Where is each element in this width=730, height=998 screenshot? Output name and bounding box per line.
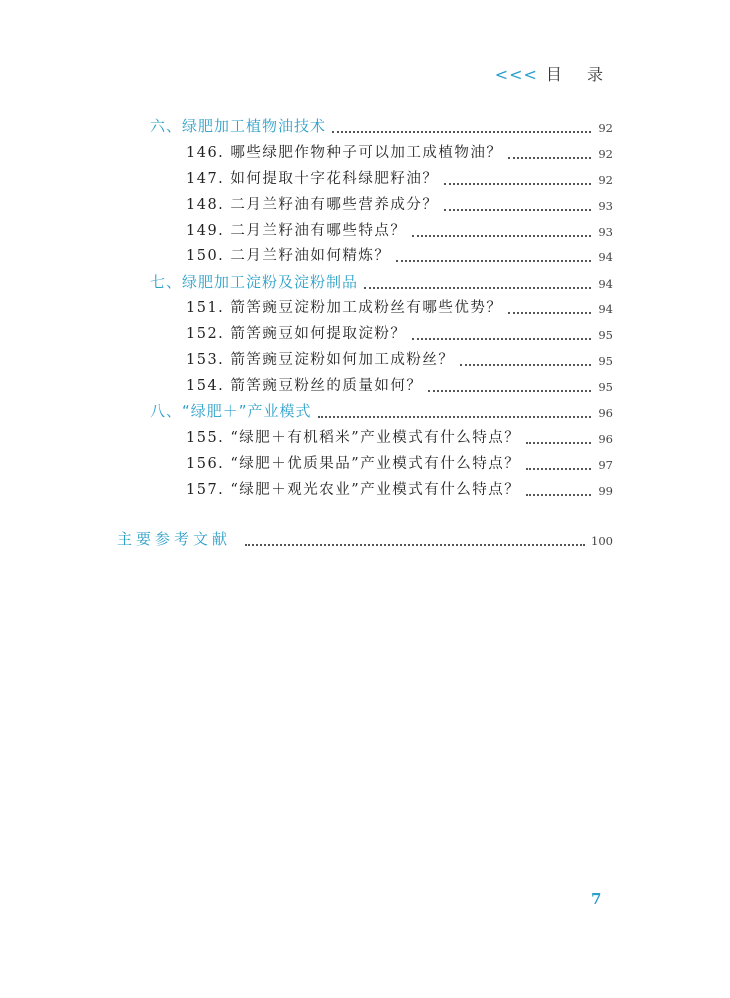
leader-dots [508,302,591,314]
item-title: 152. 箭筈豌豆如何提取淀粉？ [186,326,407,342]
toc-item-146[interactable] [186,140,613,162]
references-title: 主要参考文献 [117,530,232,548]
leader-dots [508,147,591,159]
leader-dots [412,328,591,340]
leader-dots [412,225,591,237]
page-number: 94 [598,302,613,316]
toc-item-153[interactable] [186,347,613,369]
section-title: 七、绿肥加工淀粉及淀粉制品 [150,273,359,291]
leader-dots [526,432,591,444]
item-title: 156. “绿肥＋优质果品”产业模式有什么特点？ [186,456,521,472]
page-number: 96 [598,432,613,446]
page-number: 94 [598,250,613,264]
item-title: 157. “绿肥＋观光农业”产业模式有什么特点？ [186,482,521,498]
toc-section-6[interactable] [150,114,613,136]
page-number: 100 [591,534,613,548]
toc-section-8[interactable] [150,399,613,421]
page-number: 93 [598,199,613,213]
item-title: 151. 箭筈豌豆淀粉加工成粉丝有哪些优势？ [186,300,503,316]
item-title: 148. 二月兰籽油有哪些营养成分？ [186,197,439,213]
item-title: 154. 箭筈豌豆粉丝的质量如何？ [186,378,423,394]
toc-section-7[interactable] [150,270,613,292]
leader-dots [332,121,591,133]
page-number: 97 [598,458,613,472]
page-number: 95 [598,354,613,368]
page-number: 95 [598,328,613,342]
page-number: 96 [598,406,613,420]
section-title: 八、“绿肥＋”产业模式 [150,402,312,420]
item-title: 147. 如何提取十字花科绿肥籽油？ [186,171,439,187]
leader-dots [526,484,591,496]
leader-dots [460,354,591,366]
toc-item-154[interactable] [186,373,613,395]
item-title: 155. “绿肥＋有机稻米”产业模式有什么特点？ [186,430,521,446]
toc-item-156[interactable] [186,451,613,473]
item-title: 146. 哪些绿肥作物种子可以加工成植物油？ [186,145,503,161]
header-title: 目 录 [545,65,613,84]
folio-page-number: 7 [591,890,602,908]
page-number: 93 [598,225,613,239]
toc-item-152[interactable] [186,321,613,343]
toc-references[interactable] [117,527,613,549]
leader-dots [428,380,591,392]
section-title: 六、绿肥加工植物油技术 [150,117,327,135]
item-title: 153. 箭筈豌豆淀粉如何加工成粉丝？ [186,352,455,368]
page-number: 92 [598,121,613,135]
leader-dots [364,277,591,289]
toc-item-150[interactable] [186,243,613,265]
page-number: 94 [598,277,613,291]
page-number: 99 [598,484,613,498]
chevrons-icon: <<< [494,65,538,84]
toc-item-149[interactable] [186,218,613,240]
leader-dots [245,534,585,546]
leader-dots [526,458,591,470]
running-header [495,62,613,85]
toc-item-157[interactable] [186,477,613,499]
leader-dots [444,199,591,211]
item-title: 149. 二月兰籽油有哪些特点？ [186,223,407,239]
toc-item-148[interactable] [186,192,613,214]
toc-item-151[interactable] [186,295,613,317]
leader-dots [444,173,591,185]
page-number: 95 [598,380,613,394]
page-number: 92 [598,147,613,161]
toc-item-155[interactable] [186,425,613,447]
item-title: 150. 二月兰籽油如何精炼？ [186,248,391,264]
toc-item-147[interactable] [186,166,613,188]
leader-dots [396,250,591,262]
leader-dots [318,406,591,418]
page-number: 92 [598,173,613,187]
